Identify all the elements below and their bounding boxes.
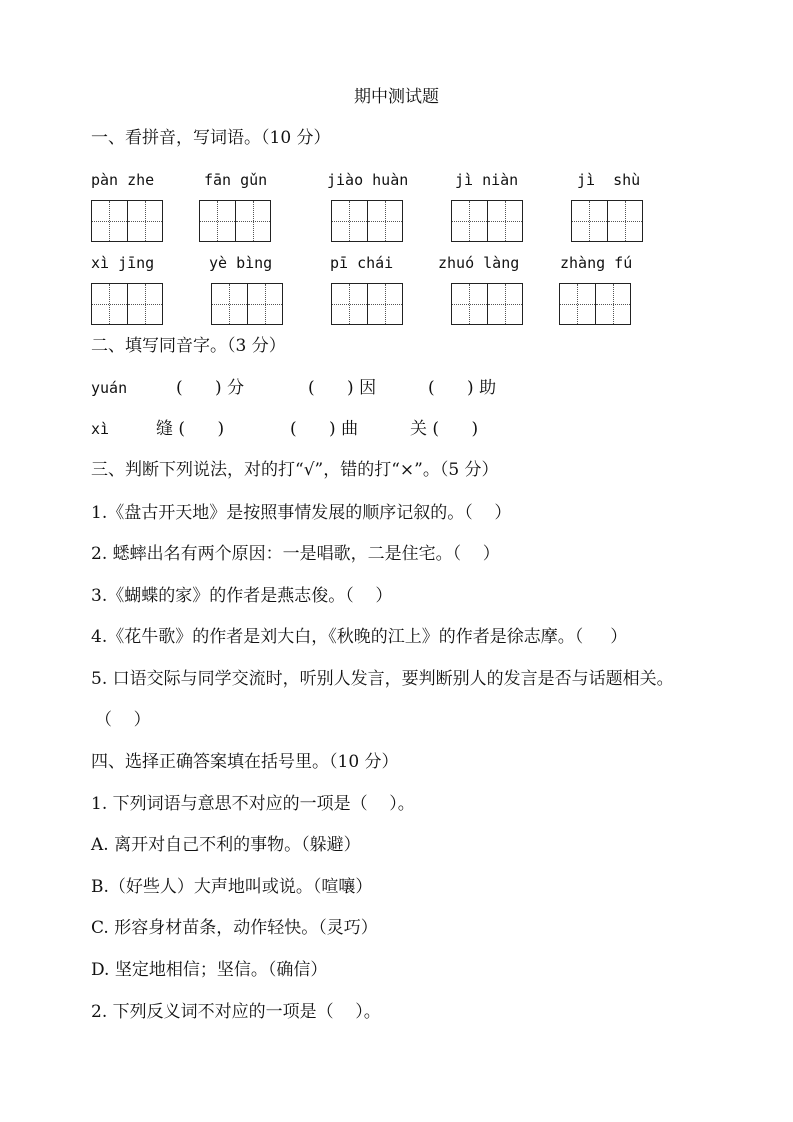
writing-grid[interactable] [199,200,271,242]
section-4-heading: 四、选择正确答案填在括号里。（10 分） [91,752,399,772]
writing-grid[interactable] [451,200,523,242]
pinyin: yuán [91,379,128,397]
section-2-heading: 二、填写同音字。（3 分） [91,336,286,356]
blank-item[interactable]: 关 ( ) [410,419,479,439]
pinyin: fān gǔn [204,171,268,189]
writing-grid[interactable] [571,200,643,242]
question-item: 3.《蝴蝶的家》的作者是燕志俊。（ ） [91,586,393,606]
pinyin: jiào huàn [327,171,409,189]
writing-grid[interactable] [91,283,163,325]
writing-grid[interactable] [91,200,163,242]
blank-item[interactable]: ( ) 曲 [290,419,359,439]
writing-grid[interactable] [331,283,403,325]
question-item: 2. 蟋蟀出名有两个原因：一是唱歌，二是住宅。（ ） [91,544,500,564]
blank-item[interactable]: ( ) 分 [176,378,245,398]
pinyin: jì niàn [455,171,519,189]
writing-grid[interactable] [331,200,403,242]
pinyin: pī chái [330,254,394,272]
pinyin: zhàng fú [560,254,633,272]
option-item: B.（好些人）大声地叫或说。（喧嚷） [91,877,373,897]
option-item: C. 形容身材苗条，动作轻快。（灵巧） [91,918,378,938]
section-3-heading: 三、判断下列说法，对的打“√”，错的打“×”。（5 分） [91,460,499,480]
question-item: 5. 口语交际与同学交流时，听别人发言，要判断别人的发言是否与话题相关。 [91,669,674,689]
pinyin: zhuó làng [438,254,520,272]
question-item: 1. 下列词语与意思不对应的一项是（ ）。 [91,794,415,814]
question-item: 2. 下列反义词不对应的一项是（ ）。 [91,1002,381,1022]
writing-grid[interactable] [211,283,283,325]
page-title: 期中测试题 [354,87,439,107]
pinyin: xì [91,420,110,438]
writing-grid[interactable] [559,283,631,325]
writing-grid[interactable] [451,283,523,325]
answer-blank[interactable]: （ ） [95,710,151,730]
section-1-heading: 一、看拼音，写词语。（10 分） [91,128,331,148]
pinyin: pàn zhe [91,171,155,189]
question-item: 1.《盘古开天地》是按照事情发展的顺序记叙的。（ ） [91,503,512,523]
option-item: A. 离开对自己不利的事物。（躲避） [91,835,361,855]
blank-item[interactable]: ( ) 助 [428,378,497,398]
pinyin: yè bìng [209,254,273,272]
pinyin: jì shù [577,171,641,189]
pinyin: xì jīng [91,254,155,272]
blank-item[interactable]: ( ) 因 [308,378,377,398]
blank-item[interactable]: 缝 ( ) [156,419,225,439]
question-item: 4.《花牛歌》的作者是刘大白，《秋晚的江上》的作者是徐志摩。（ ） [91,627,628,647]
option-item: D. 坚定地相信；坚信。（确信） [91,960,328,980]
